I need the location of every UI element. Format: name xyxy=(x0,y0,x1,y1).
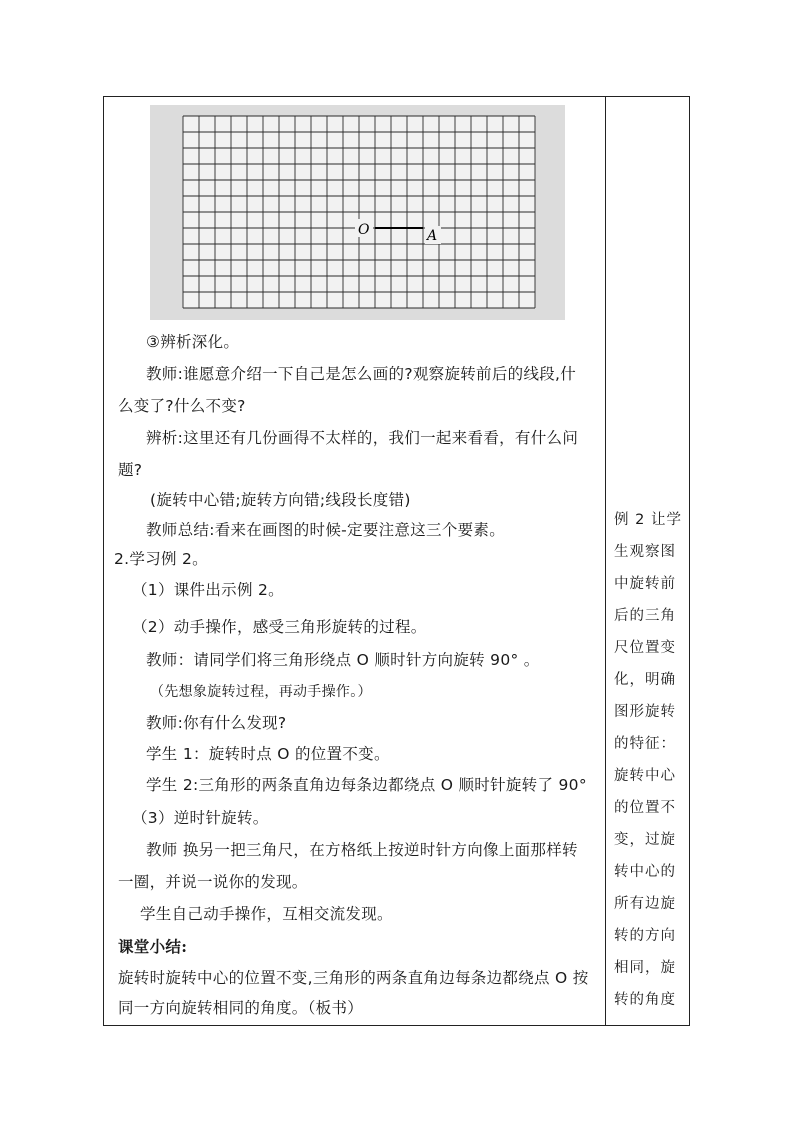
grid-figure xyxy=(150,105,565,320)
side-note-line: 所有边旋 xyxy=(614,896,676,912)
side-note-line: 图形旋转 xyxy=(614,704,676,720)
text-line: 学生 1：旋转时点 O 的位置不变。 xyxy=(146,745,390,763)
label-o: O xyxy=(358,222,370,238)
text-line: （3）逆时针旋转。 xyxy=(132,809,269,827)
text-line: （先想象旋转过程，再动手操作。） xyxy=(150,684,372,700)
side-note-line: 的位置不 xyxy=(614,800,676,816)
side-note-line: 生观察图 xyxy=(614,544,676,560)
section-heading: 2.学习例 2。 xyxy=(114,550,208,568)
text-line: 教师:谁愿意介绍一下自己是怎么画的?观察旋转前后的线段,什 xyxy=(146,365,577,383)
text-line: 教师总结:看来在画图的时候-定要注意这三个要素。 xyxy=(146,521,506,539)
text-line: 教师 换另一把三角尺，在方格纸上按逆时针方向像上面那样转 xyxy=(146,841,578,859)
side-note-line: 的特征： xyxy=(614,736,676,752)
text-line: 旋转时旋转中心的位置不变,三角形的两条直角边每条边都绕点 O 按 xyxy=(118,969,589,987)
side-note-line: 中旋转前 xyxy=(614,576,676,592)
side-note-line: 尺位置变 xyxy=(614,640,676,656)
summary-heading: 课堂小结: xyxy=(118,937,188,956)
text-line: 辨析:这里还有几份画得不太样的，我们一起来看看，有什么问 xyxy=(146,429,579,447)
text-line: 学生 2:三角形的两条直角边每条边都绕点 O 顺时针旋转了 90° xyxy=(146,776,587,794)
text-line: 教师:你有什么发现? xyxy=(146,714,287,732)
grid-svg xyxy=(150,105,565,320)
side-note-line: 后的三角 xyxy=(614,608,676,624)
label-a: A xyxy=(427,228,438,244)
side-note-line: 转中心的 xyxy=(614,864,676,880)
side-note-line: 变，过旋 xyxy=(614,832,676,848)
side-note-line: 化，明确 xyxy=(614,672,676,688)
text-line: 题? xyxy=(118,461,143,479)
text-line: （2）动手操作，感受三角形旋转的过程。 xyxy=(132,618,427,636)
text-line: （1）课件出示例 2。 xyxy=(132,581,284,599)
text-line: (旋转中心错;旋转方向错;线段长度错) xyxy=(150,491,411,509)
side-note-line: 转的角度 xyxy=(614,992,676,1008)
text-line: 教师：请同学们将三角形绕点 O 顺时针方向旋转 90° 。 xyxy=(146,651,540,669)
text-line: ③辨析深化。 xyxy=(146,333,240,351)
text-line: 同一方向旋转相同的角度。（板书） xyxy=(118,999,364,1017)
side-note-line: 旋转中心 xyxy=(614,768,676,784)
side-note-line: 相同，旋 xyxy=(614,960,676,976)
column-divider xyxy=(605,96,606,1026)
side-note-line: 转的方向 xyxy=(614,928,676,944)
text-line: 么变了?什么不变? xyxy=(118,397,246,415)
side-note-line: 例 2 让学 xyxy=(614,512,682,528)
text-line: 一圈，并说一说你的发现。 xyxy=(118,873,308,891)
text-line: 学生自己动手操作，互相交流发现。 xyxy=(140,905,393,923)
